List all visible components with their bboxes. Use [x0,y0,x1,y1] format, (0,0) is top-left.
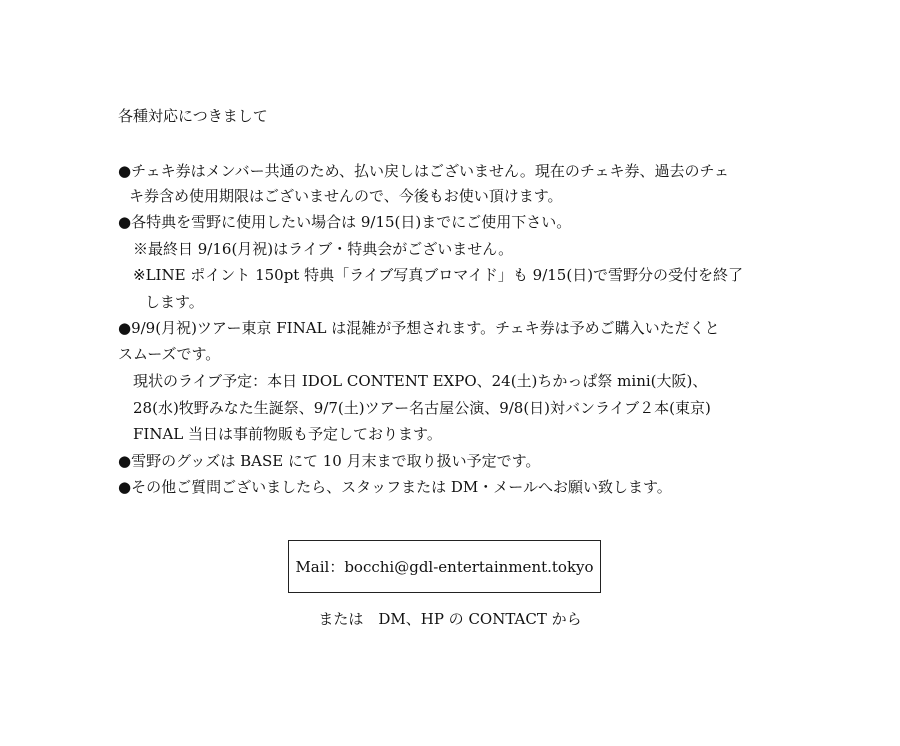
notice-line: ●雪野のグッズは BASE にて 10 月末まで取り扱い予定です。 [118,452,541,470]
notice-line: ●9/9(月祝)ツアー東京 FINAL は混雑が予想されます。チェキ券は予めご購入いただくと [118,319,720,337]
notice-line: ※LINE ポイント 150pt 特典「ライブ写真ブロマイド」も 9/15(日)で雪野分の受付を終了 [133,266,744,284]
notice-line: ※最終日 9/16(月祝)はライブ・特典会がございません。 [133,240,514,258]
notice-line: ●その他ご質問ございましたら、スタッフまたは DM・メールへお願い致します。 [118,478,672,496]
notice-line: 現状のライブ予定：本日 IDOL CONTENT EXPO、24(土)ちかっぱ祭 mini(大阪)、 [133,372,708,390]
notice-line: します。 [145,293,204,311]
notice-line: キ券含め使用期限はございませんので、今後もお使い頂けます。 [129,187,563,205]
notice-title: 各種対応につきまして [118,107,268,125]
mail-box [288,540,601,593]
mail-address[interactable]: Mail：bocchi@gdl-entertainment.tokyo [295,558,594,576]
notice-line: FINAL 当日は事前物販も予定しております。 [133,425,442,443]
notice-line: スムーズです。 [118,345,221,363]
notice-line: ●チェキ券はメンバー共通のため、払い戻しはございません。現在のチェキ券、過去のチェ [118,162,729,180]
contact-footer: または DM、HP の CONTACT から [318,610,582,628]
notice-line: 28(水)牧野みなた生誕祭、9/7(土)ツアー名古屋公演、9/8(日)対バンライブ２本(東京) [133,399,711,417]
notice-line: ●各特典を雪野に使用したい場合は 9/15(日)までにご使用下さい。 [118,213,572,231]
